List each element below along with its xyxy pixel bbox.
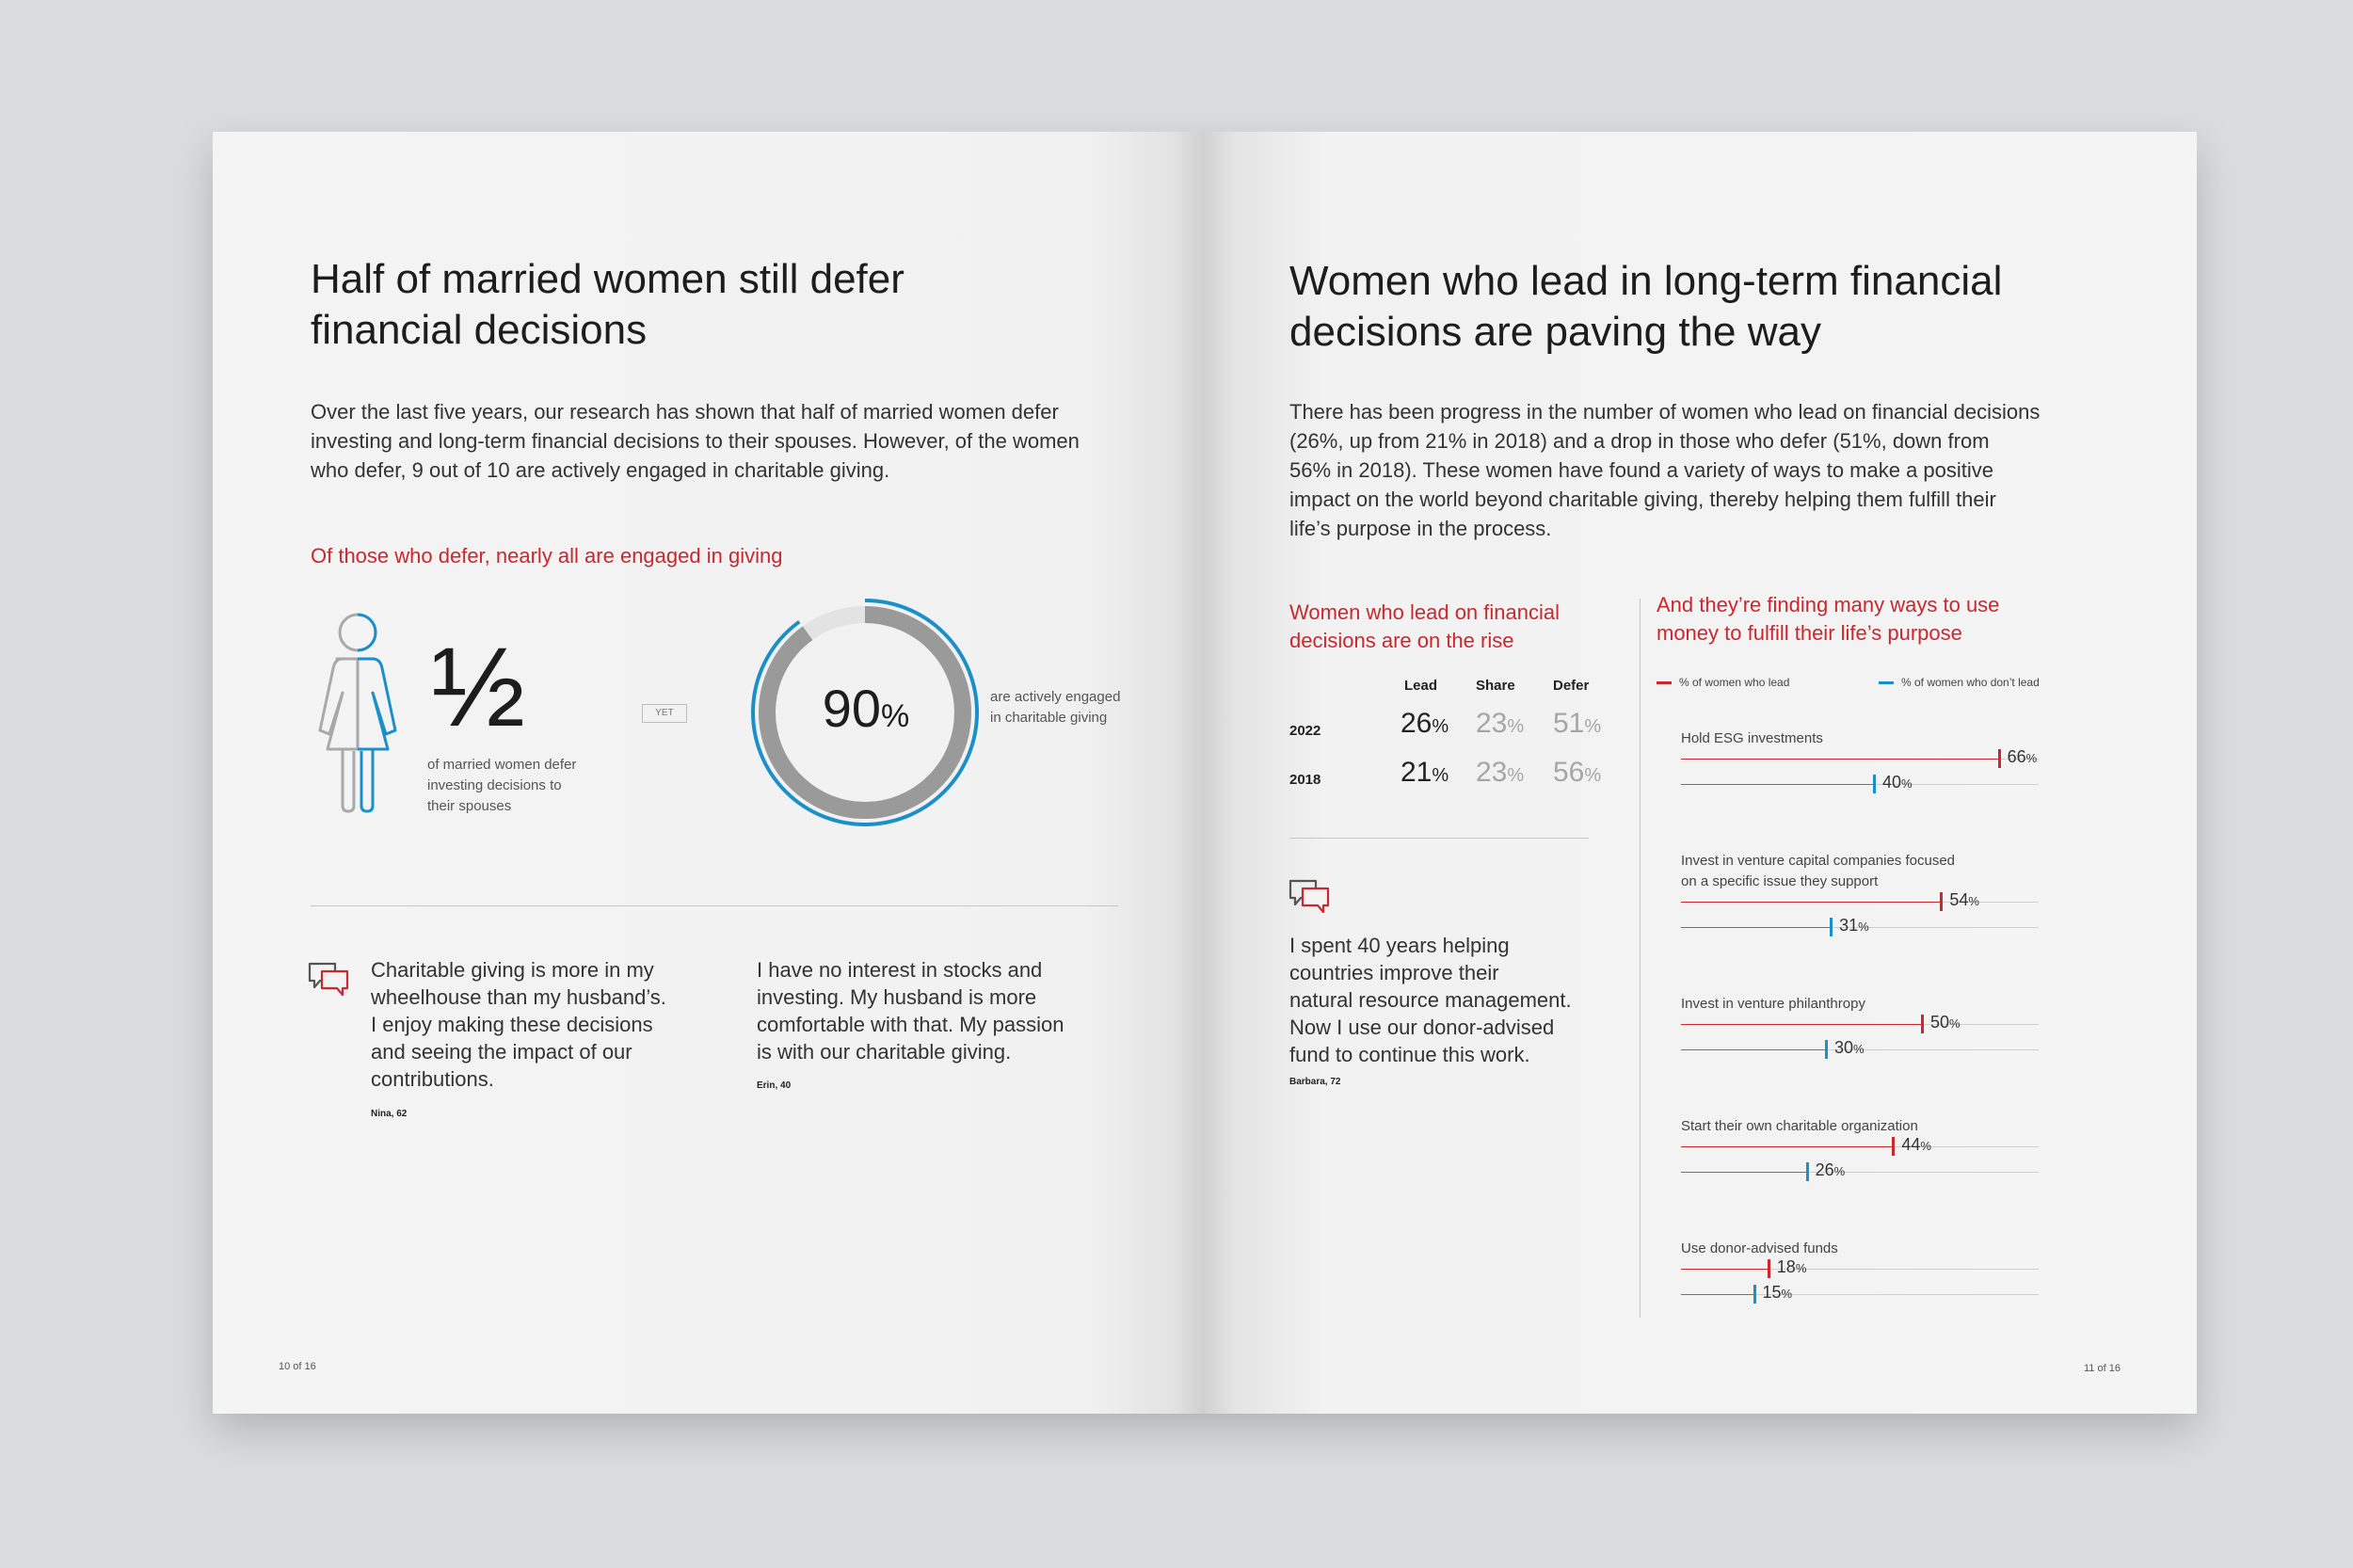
quote-barbara: I spent 40 years helping countries improve their natural resource management. Now I use our donor-advised fund to continue this work. — [1289, 934, 1572, 1066]
quote-erin: I have no interest in stocks and investing. My husband is more comfortable with that. My passion is with our charitable giving. — [757, 958, 1064, 1064]
bar-end-tick — [1873, 775, 1876, 793]
bar-chart — [1205, 132, 2197, 1414]
bar-end-tick — [1940, 892, 1943, 911]
bar-end-tick — [1753, 1285, 1756, 1304]
left-page — [213, 132, 1205, 1414]
bar-category-label: Start their own charitable organization — [1681, 1118, 1918, 1134]
left-intro-paragraph: Over the last five years, our research has shown that half of married women defer investing and long-term financial decisions to their spouses. However, of the women who defer, 9 out of 10 are actively engaged in charitable giving. — [311, 400, 1080, 482]
table-cell-lead: 21% — [1401, 757, 1449, 788]
bar-end-tick — [1921, 1015, 1924, 1033]
left-subhead: Of those who defer, nearly all are engaged in giving — [311, 544, 783, 568]
quote-barbara-attribution: Barbara, 72 — [1289, 1077, 1341, 1087]
quote-erin-attribution: Erin, 40 — [757, 1080, 792, 1091]
yet-label: YET — [642, 704, 687, 723]
left-divider — [311, 905, 1118, 906]
half-caption: of married women defer investing decisions to their spouses — [427, 757, 577, 814]
donut-value: 90% — [822, 679, 910, 738]
right-page — [1205, 132, 2197, 1414]
bar-line-lead — [1681, 1146, 1892, 1147]
bar-end-tick — [1825, 1040, 1828, 1059]
bar-value-label: 66% — [2007, 747, 2038, 766]
bar-value-label: 15% — [1762, 1283, 1793, 1302]
brochure-spread — [213, 132, 2197, 1414]
page-number-left: 10 of 16 — [279, 1361, 316, 1372]
bar-value-label: 44% — [1901, 1135, 1931, 1154]
bar-category-label: Invest in venture capital companies focused on a specific issue they support — [1681, 853, 1955, 889]
legend-swatch-red — [1657, 681, 1672, 684]
person-outline-icon — [301, 610, 414, 817]
bar-line-lead — [1681, 1024, 1921, 1025]
quote-nina-attribution: Nina, 62 — [371, 1109, 408, 1119]
legend-swatch-blue — [1879, 681, 1894, 684]
bar-value-label: 31% — [1839, 916, 1869, 935]
bar-value-label: 54% — [1949, 890, 1979, 909]
legend-item-dont-lead: % of women who don’t lead — [1879, 676, 2040, 689]
table-cell-lead: 26% — [1401, 708, 1449, 739]
bar-end-tick — [1768, 1259, 1770, 1278]
bar-value-label: 30% — [1834, 1038, 1865, 1057]
bar-line-dont-lead — [1681, 1172, 1806, 1173]
table-cell-defer: 51% — [1553, 708, 1602, 739]
bar-end-tick — [1806, 1162, 1809, 1181]
bar-end-tick — [1998, 749, 2001, 768]
chart-title: And they’re finding many ways to use money to fulfill their life’s purpose — [1657, 593, 2000, 645]
table-header-share: Share — [1476, 678, 1515, 694]
table-header-lead: Lead — [1404, 678, 1438, 694]
bar-line-dont-lead — [1681, 1049, 1825, 1050]
right-intro-paragraph: There has been progress in the number of women who lead on financial decisions (26%, up from 21% in 2018) and a drop in those who defer (51%, down from 56% in 2018). These women have found a variety of ways to make a positive impact on the world beyond charitable giving, thereby helping them fulfill their life’s purpose in the process. — [1289, 400, 2041, 540]
donut-caption: are actively engaged in charitable giving — [990, 689, 1121, 726]
table-cell-share: 23% — [1476, 708, 1525, 739]
table-cell-share: 23% — [1476, 757, 1525, 788]
page-number-right: 11 of 16 — [2084, 1363, 2121, 1374]
quote-nina: Charitable giving is more in my wheelhouse than my husband’s. I enjoy making these decisions and seeing the impact of our contributions. — [371, 958, 666, 1091]
bar-value-label: 18% — [1776, 1257, 1807, 1276]
right-page-title: Women who lead in long-term financial decisions are paving the way — [1289, 258, 2003, 355]
bar-line-dont-lead — [1681, 1294, 1753, 1295]
legend-item-lead: % of women who lead — [1657, 676, 1789, 689]
bar-value-label: 50% — [1930, 1013, 1961, 1032]
bar-line-dont-lead — [1681, 927, 1830, 928]
bar-value-label: 40% — [1882, 773, 1913, 792]
bar-line-lead — [1681, 1269, 1768, 1270]
bar-category-label: Hold ESG investments — [1681, 730, 1823, 746]
table-year: 2018 — [1289, 772, 1321, 788]
bar-line-dont-lead — [1681, 784, 1873, 785]
bar-end-tick — [1830, 918, 1833, 936]
bar-line-lead — [1681, 759, 1998, 760]
bar-value-label: 26% — [1815, 1160, 1846, 1179]
bar-end-tick — [1892, 1137, 1895, 1156]
table-header-defer: Defer — [1553, 678, 1590, 694]
bar-category-label: Invest in venture philanthropy — [1681, 996, 1865, 1012]
speech-bubbles-icon — [307, 960, 350, 998]
table-year: 2022 — [1289, 723, 1321, 739]
bar-line-lead — [1681, 902, 1940, 903]
table-title: Women who lead on financial decisions are on the rise — [1289, 600, 1560, 652]
half-stat: ½ — [431, 624, 526, 750]
table-cell-defer: 56% — [1553, 757, 1602, 788]
bar-category-label: Use donor-advised funds — [1681, 1240, 1838, 1256]
left-page-title: Half of married women still defer financial decisions — [311, 256, 904, 353]
